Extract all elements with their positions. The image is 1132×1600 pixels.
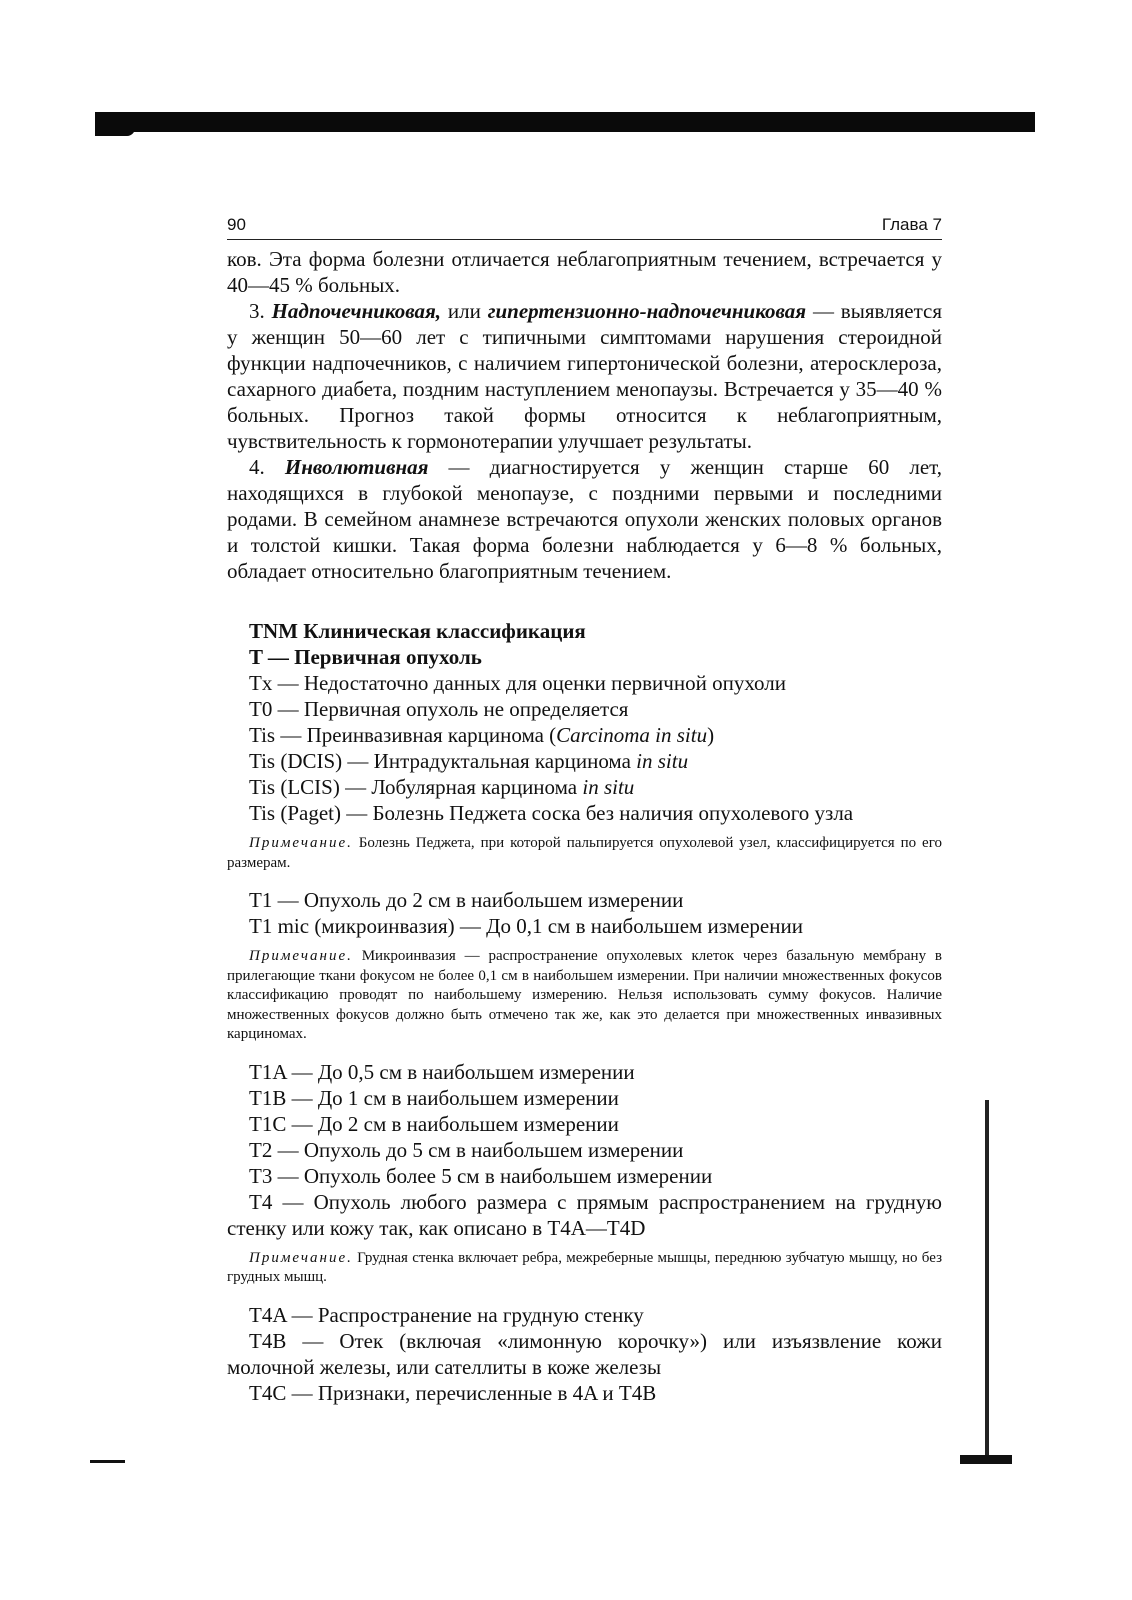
tnm-t4b: T4B — Отек (включая «лимонную корочку») или изъязвление кожи молочной железы, или сателлиты в коже железы — [227, 1328, 942, 1379]
lcis-latin: in situ — [582, 775, 635, 799]
tnm-t4a: T4A — Распространение на грудную стенку — [249, 1302, 644, 1327]
scan-top-bar-edge — [95, 128, 135, 136]
tnm-t2: T2 — Опухоль до 5 см в наибольшем измерении — [249, 1137, 684, 1162]
note-text: Микроинвазия — распространение опухолевых клеток через базальную мембрану в прилегающие ткани фокусом не более 0,1 см в наибольшем измерении. При наличии множественных фокусов классификацию проводят по наибольшему измерению. Нельзя использовать сумму фокусов. Наличие множественных фокусов должно быть отмечено так же, как это делается при множественных инвазивных карциномах. — [227, 948, 942, 1042]
item-number: 3. — [249, 299, 272, 323]
tnm-t1a: T1A — До 0,5 см в наибольшем измерении — [249, 1059, 635, 1084]
tis-close: ) — [707, 723, 715, 747]
tis-text: Tis — Преинвазивная карцинома ( — [249, 723, 557, 747]
paragraph-adrenal-form — [227, 298, 942, 454]
tis-latin: Carcinoma in situ — [556, 723, 708, 747]
tnm-t1c: T1C — До 2 см в наибольшем измерении — [249, 1111, 619, 1136]
dcis-latin: in situ — [636, 749, 689, 773]
tnm-t3: T3 — Опухоль более 5 см в наибольшем измерении — [249, 1163, 713, 1188]
connector-text: или — [441, 299, 488, 323]
page-number: 90 — [227, 215, 246, 234]
tnm-t1mic: T1 mic (микроинвазия) — До 0,1 см в наибольшем измерении — [249, 914, 803, 938]
tnm-tis-paget: Tis (Paget) — Болезнь Педжета соска без наличия опухолевого узла — [249, 801, 854, 825]
tnm-t4: T4 — Опухоль любого размера с прямым распространением на грудную стенку или кожу так, как описано в T4A—T4D — [227, 1189, 942, 1240]
note-label: Примечание. — [249, 835, 353, 851]
note-label: Примечание. — [249, 1249, 353, 1266]
note-label: Примечание. — [249, 948, 353, 964]
tnm-tis-lcis — [227, 774, 942, 800]
note-chest-wall — [227, 1249, 942, 1288]
term-hypertensive-adrenal: гипертензионно-надпочечниковая — [487, 299, 807, 323]
note-microinvasion — [227, 947, 942, 1045]
section-title: TNM Клиническая классификация — [249, 619, 586, 643]
tnm-tx: Tx — Недостаточно данных для оценки первичной опухоли — [249, 671, 786, 695]
chapter-label: Глава 7 — [881, 215, 942, 234]
tnm-t1b: T1B — До 1 см в наибольшем измерении — [249, 1085, 619, 1110]
scan-bottom-mark-right — [960, 1455, 1012, 1464]
page-body — [227, 246, 942, 1406]
term-adrenal: Надпочечниковая, — [271, 299, 442, 323]
tnm-t0: T0 — Первичная опухоль не определяется — [249, 697, 629, 721]
page-header — [227, 213, 942, 240]
tnm-tis-dcis — [227, 748, 942, 774]
note-text: Болезнь Педжета, при которой пальпируется опухолевой узел, классифицируется по его размерам. — [227, 835, 942, 871]
tnm-t1: T1 — Опухоль до 2 см в наибольшем измерении — [249, 888, 684, 912]
note-text: Грудная стенка включает ребра, межреберные мышцы, переднюю зубчатую мышцу, но без грудных мышц. — [227, 1249, 942, 1285]
dcis-text: Tis (DCIS) — Интрадуктальная карцинома — [249, 749, 637, 773]
note-paget — [227, 834, 942, 873]
tnm-t4c: T4C — Признаки, перечисленные в 4A и T4B — [249, 1380, 657, 1405]
scan-top-bar — [95, 112, 1035, 132]
paragraph-involutive-form — [227, 454, 942, 584]
term-involutive: Инволютивная — [284, 455, 429, 479]
item-number: 4. — [249, 455, 285, 479]
lcis-text: Tis (LCIS) — Лобулярная карцинома — [249, 775, 583, 799]
scan-right-edge — [985, 1100, 989, 1460]
paragraph-text: — диагностируется у женщин старше 60 лет, находящихся в глубокой менопаузе, с поздними первыми и последними родами. В семейном анамнезе встречаются опухоли женских половых органов и толстой кишки. Такая форма болезни наблюдается у 6—8 % больных, обладает относительно благоприятным течением. — [227, 455, 942, 583]
section-subtitle: T — Первичная опухоль — [249, 645, 482, 669]
scan-bottom-mark-left — [90, 1460, 125, 1463]
paragraph-continuation: ков. Эта форма болезни отличается неблагоприятным течением, встречается у 40—45 % больных. — [227, 247, 942, 297]
tnm-tis — [227, 722, 942, 748]
paragraph-text: — выявляется у женщин 50—60 лет с типичными симптомами нарушения стероидной функции надпочечников, с наличием гипертонической болезни, атеросклероза, сахарного диабета, поздним наступлением менопаузы. Встречается у 35—40 % больных. Прогноз такой формы относится к неблагоприятным, чувствительность к гормонотерапии улучшает результаты. — [227, 299, 942, 453]
